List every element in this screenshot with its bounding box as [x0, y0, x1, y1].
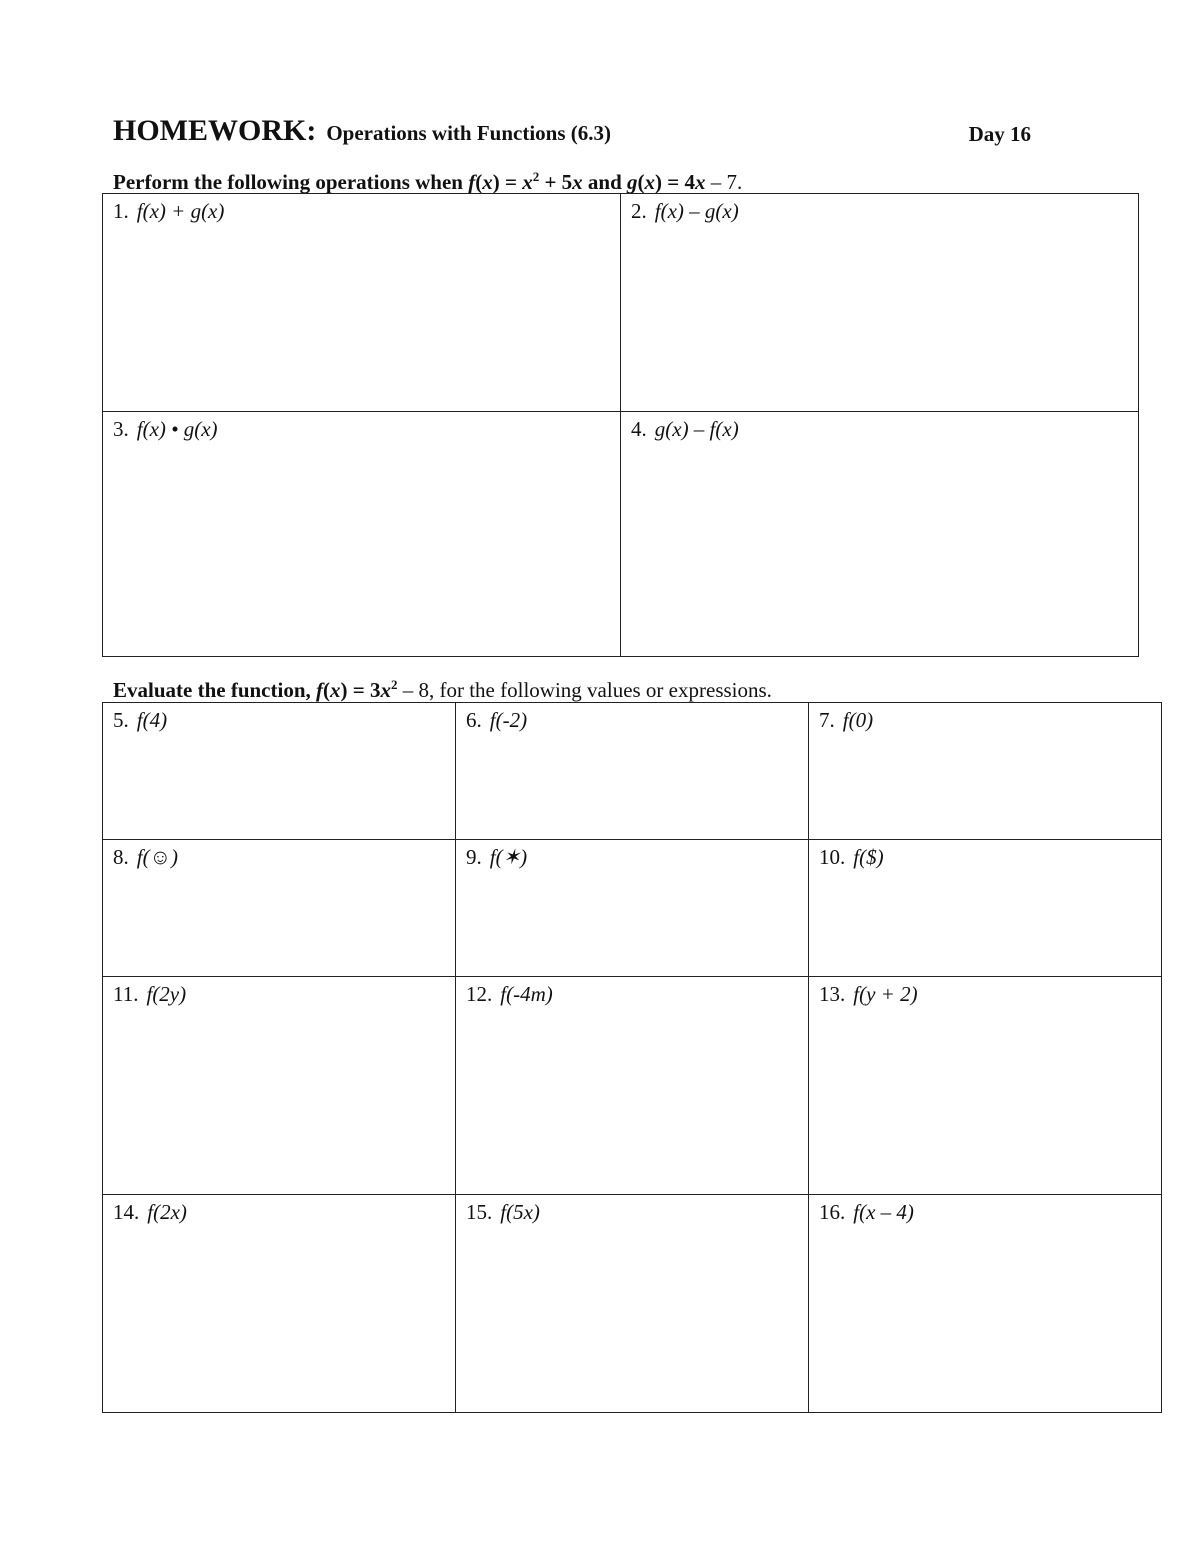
problem-cell[interactable]	[103, 194, 621, 412]
section1-instruction: Perform the following operations when $f(x) = x^2 + 5x$ and g(x) = 4x – 7.	[113, 169, 743, 194]
assignment-title: Operations with Functions (6.3)	[326, 121, 612, 145]
problem-cell[interactable]	[809, 840, 1162, 977]
problem-number: 7.	[819, 708, 835, 732]
evaluate-grid	[102, 702, 1162, 1413]
problem-expression: f(x) • g(x)	[136, 417, 218, 441]
problem-cell[interactable]	[456, 840, 809, 977]
problem-number: 16.	[819, 1200, 846, 1224]
problem-cell[interactable]	[103, 1195, 456, 1413]
problem-cell[interactable]	[809, 977, 1162, 1195]
problem-number: 14.	[113, 1200, 140, 1224]
problem-expression: f(-4m)	[500, 982, 553, 1006]
problem-expression: f(x – 4)	[853, 1200, 914, 1224]
problem-expression: f(x) + g(x)	[136, 199, 225, 223]
problem-cell[interactable]	[809, 703, 1162, 840]
problem-expression: f(✶)	[489, 845, 528, 869]
problem-number: 9.	[466, 845, 482, 869]
homework-label: HOMEWORK:	[113, 114, 317, 147]
problem-number: 3.	[113, 417, 129, 441]
problem-expression: f(☺)	[136, 845, 179, 869]
problem-number: 8.	[113, 845, 129, 869]
problem-expression: f(x) – g(x)	[654, 199, 739, 223]
problem-expression: f(-2)	[489, 708, 528, 732]
problem-cell[interactable]	[456, 1195, 809, 1413]
problem-number: 5.	[113, 708, 129, 732]
problem-cell[interactable]	[103, 977, 456, 1195]
problem-expression: f(5x)	[500, 1200, 540, 1224]
problem-number: 2.	[631, 199, 647, 223]
problem-cell[interactable]	[103, 412, 621, 657]
problem-cell[interactable]	[621, 194, 1139, 412]
problem-number: 1.	[113, 199, 129, 223]
day-label: Day 16	[968, 122, 1031, 146]
problem-expression: f(y + 2)	[853, 982, 918, 1006]
operations-grid	[102, 193, 1139, 657]
problem-number: 4.	[631, 417, 647, 441]
problem-expression: f(4)	[136, 708, 168, 732]
problem-cell[interactable]	[456, 977, 809, 1195]
problem-cell[interactable]	[621, 412, 1139, 657]
problem-number: 10.	[819, 845, 846, 869]
problem-number: 12.	[466, 982, 493, 1006]
problem-cell[interactable]	[809, 1195, 1162, 1413]
problem-number: 11.	[113, 982, 139, 1006]
problem-cell[interactable]	[103, 703, 456, 840]
problem-cell[interactable]	[456, 703, 809, 840]
problem-number: 15.	[466, 1200, 493, 1224]
problem-expression: f(0)	[842, 708, 874, 732]
header	[113, 114, 1033, 154]
problem-expression: f(2x)	[147, 1200, 187, 1224]
problem-cell[interactable]	[103, 840, 456, 977]
section2-instruction: Evaluate the function, $f(x) = 3x^2 - 8$, for the following values or expressions.	[113, 677, 772, 702]
problem-number: 13.	[819, 982, 846, 1006]
problem-expression: f(2y)	[146, 982, 187, 1006]
problem-number: 6.	[466, 708, 482, 732]
problem-expression: f($)	[853, 845, 884, 869]
problem-expression: g(x) – f(x)	[654, 417, 739, 441]
